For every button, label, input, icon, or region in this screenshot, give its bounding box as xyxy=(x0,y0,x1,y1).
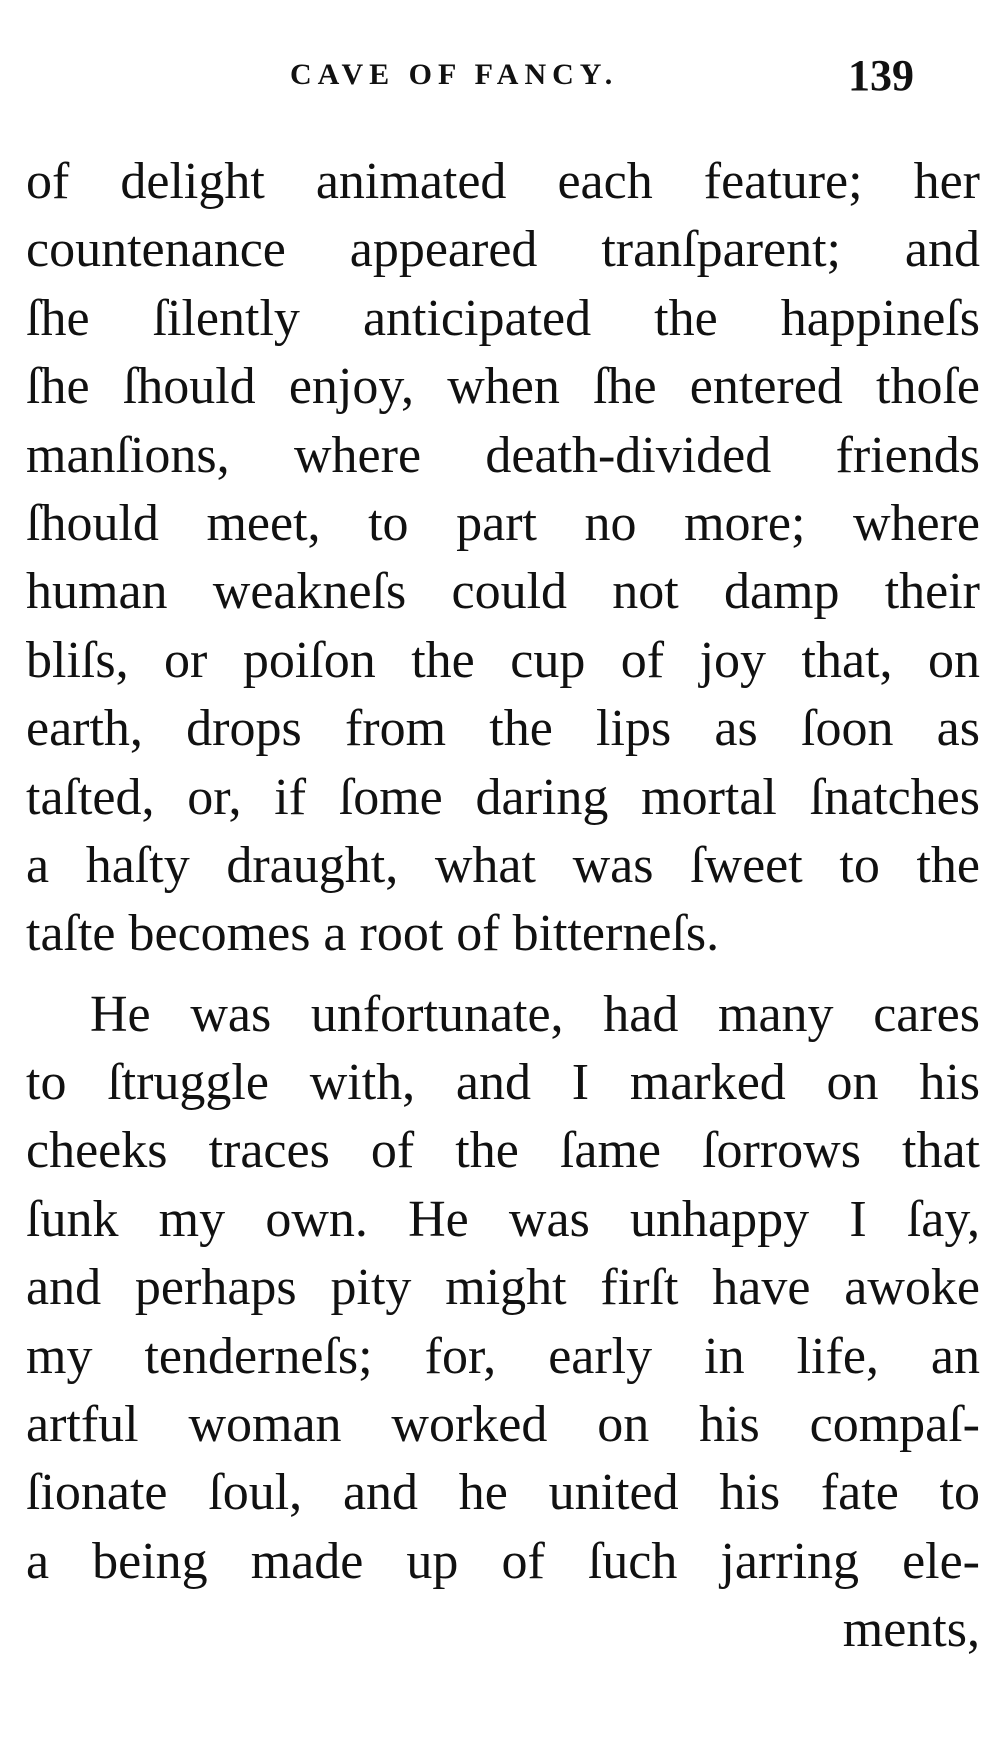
paragraph-1 xyxy=(26,148,980,969)
text-line: of delight animated each feature; her xyxy=(26,153,980,210)
text-line: manſions, where death-divided friends xyxy=(26,426,980,484)
text-line: ſionate ſoul, and he united his fate to xyxy=(26,1464,980,1522)
text-line: bliſs, or poiſon the cup of joy that, on xyxy=(26,631,980,689)
paragraph-2 xyxy=(26,981,980,1597)
text-line: ſunk my own. He was unhappy I ſay, xyxy=(26,1190,980,1248)
text-line: a being made up of ſuch jarring ele- xyxy=(26,1532,980,1590)
text-line: cheeks traces of the ſame ſorrows that xyxy=(26,1122,980,1180)
text-line: ſhould meet, to part no more; where xyxy=(26,494,980,552)
text-line: and perhaps pity might firſt have awoke xyxy=(26,1259,980,1317)
text-line: my tenderneſs; for, early in life, an xyxy=(26,1327,980,1385)
text-line: a haſty draught, what was ſweet to the xyxy=(26,836,980,894)
text-line: He was unfortunate, had many cares xyxy=(90,985,980,1043)
running-head: CAVE OF FANCY. xyxy=(290,58,619,91)
text-line: artful woman worked on his compaſ- xyxy=(26,1396,980,1454)
text-line: earth, drops from the lips as ſoon as xyxy=(26,700,980,758)
text-line: human weakneſs could not damp their xyxy=(26,563,980,621)
text-line: ſhe ſilently anticipated the happineſs xyxy=(26,289,980,347)
catchword: ments, xyxy=(842,1601,980,1659)
text-line: to ſtruggle with, and I marked on his xyxy=(26,1054,980,1112)
text-line: taſted, or, if ſome daring mortal ſnatches xyxy=(26,768,980,826)
text-line: taſte becomes a root of bitterneſs. xyxy=(26,905,720,963)
page-number: 139 xyxy=(848,51,914,100)
text-line: countenance appeared tranſparent; and xyxy=(26,221,980,279)
body-text xyxy=(26,148,980,1665)
text-line: ſhe ſhould enjoy, when ſhe entered thoſe xyxy=(26,358,980,416)
